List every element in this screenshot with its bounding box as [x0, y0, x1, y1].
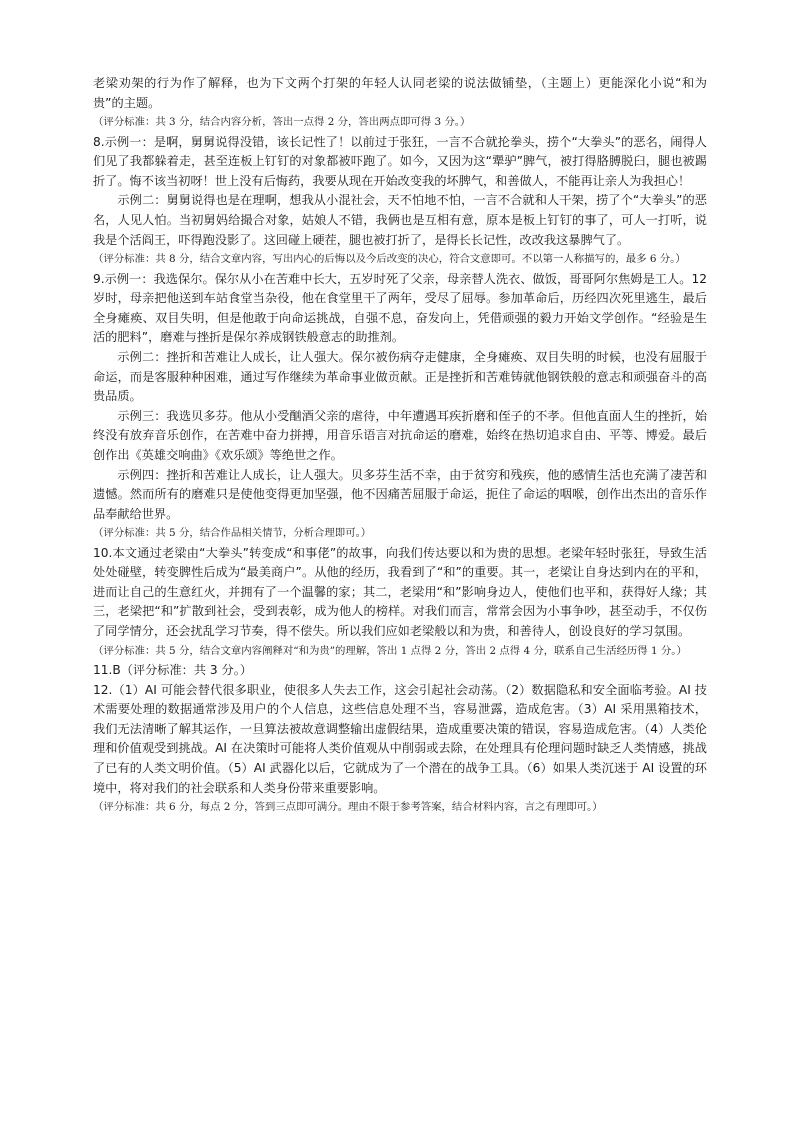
answer-paragraph: 示例三：我选贝多芬。他从小受酗酒父亲的虐待，中年遭遇耳疾折磨和侄子的不孝。但他直面人生的挫折，始终没有放弃音乐创作，在苦难中奋力拼搏，用音乐语言对抗命运的磨难，始终在热切追求自由、平等、博爱。最后创作出《英雄交响曲》《欢乐颂》等绝世之作。 — [93, 408, 707, 462]
answer-paragraph: 9.示例一：我选保尔。保尔从小在苦难中长大，五岁时死了父亲，母亲替人洗衣、做饭，哥哥阿尔焦姆是工人。12 岁时，母亲把他送到车站食堂当杂役，他在食堂里干了两年，受尽了屈辱。参加革命后，历经四次死里逃生，最后全身瘫痪、双目失明，但是他敢于向命运挑战，自强不息，奋发向上，凭借顽强的毅力开始文学创作。“经验是生活的肥料”，磨难与挫折是保尔养成钢铁般意志的助推剂。 — [93, 271, 711, 345]
answer-paragraph: 11.B（评分标准：共 3 分。） — [93, 663, 253, 678]
answer-paragraph: 示例二：挫折和苦难让人成长，让人强大。保尔被伤病夺走健康，全身瘫痪、双目失明的时候，也没有屈服于命运，而是客服种种困难，通过写作继续为革命事业做贡献。正是挫折和苦难铸就他钢铁般的意志和顽强奋斗的高贵品质。 — [93, 349, 707, 404]
scoring-note: （评分标准：共 6 分，每点 2 分，答到三点即可满分。理由不限于参考答案，结合材料内容，言之有理即可。） — [93, 801, 603, 814]
scoring-note: （评分标准：共 5 分，结合文章内容阐释对“和为贵”的理解，答出 1 点得 2 分，答出 2 点得 4 分，联系自己生活经历得 1 分。） — [93, 644, 687, 657]
scoring-note: （评分标准：共 3 分，结合内容分析，答出一点得 2 分，答出两点即可得 3 分。） — [93, 116, 471, 129]
answer-document — [93, 74, 711, 818]
scoring-note: （评分标准：共 8 分，结合文章内容，写出内心的后悔以及今后改变的决心，符合文意即可。不以第一人称描写的，最多 6 分。） — [93, 253, 686, 266]
answer-paragraph: 10.本文通过老梁由“大拳头”转变成“和事佬”的故事，向我们传达要以和为贵的思想。老梁年轻时张狂，导致生活处处碰壁，转变脾性后成为“最美商户”。从他的经历，我看到了“和”的重要。其一，老梁让自身达到内在的平和，进而让自己的生意红火，并拥有了一个温馨的家；其二，老梁用“和”影响身边人，使他们也平和，获得好人缘；其三，老梁把“和”扩散到社会，受到表彰，成为他人的榜样。对我们而言，常常会因为小事争吵，甚至动手，不仅伤了同学情分，还会扰乱学习节奏，得不偿失。所以我们应如老梁般以和为贵，和善待人，创设良好的学习氛围。 — [93, 545, 707, 639]
scoring-note: （评分标准：共 5 分，结合作品相关情节，分析合理即可。） — [93, 527, 372, 540]
answer-paragraph: 老梁劝架的行为作了解释，也为下文两个打架的年轻人认同老梁的说法做铺垫，（主题上）更能深化小说“和为贵”的主题。 — [93, 76, 707, 110]
answer-paragraph: 12.（1）AI 可能会替代很多职业，使很多人失去工作，这会引起社会动荡。（2）数据隐私和安全面临考验。AI 技术需要处理的数据通常涉及用户的个人信息，这些信息处理不当，容易泄露，造成危害。（3）AI 采用黑箱技术，我们无法清晰了解其运作，一旦算法被故意调整输出虚假结果，造成重要决策的错误，容易造成危害。（4）人类伦理和价值观受到挑战。AI 在决策时可能将人类价值观从中削弱或去除，在处理具有伦理问题时缺乏人类情感，挑战了已有的人类文明价值。（5）AI 武器化以后，它就成为了一个潜在的战争工具。（6）如果人类沉迷于 AI 设置的环境中，将对我们的社会联系和人类身份带来重要影响。 — [93, 682, 707, 795]
answer-paragraph: 示例四：挫折和苦难让人成长，让人强大。贝多芬生活不幸，由于贫穷和残疾，他的感情生活也充满了凄苦和遗憾。然而所有的磨难只是使他变得更加坚强，他不因痛苦屈服于命运，扼住了命运的咽喉，创作出杰出的音乐作品奉献给世界。 — [93, 467, 707, 521]
answer-paragraph: 示例二：舅舅说得也是在理啊，想我从小混社会，天不怕地不怕，一言不合就和人干架，捞了个“大拳头”的恶名，人见人怕。当初舅妈给撮合对象，姑娘人不错，我俩也是互相有意，原本是板上钉钉的事了，可人一打听，说我是个活阎王，吓得跑没影了。这回碰上硬茬，腿也被打折了，是得长长记性，改改我这暴脾气了。 — [93, 193, 707, 247]
answer-paragraph: 8.示例一：是啊，舅舅说得没错，该长记性了！以前过于张狂，一言不合就抡拳头，捞个“大拳头”的恶名，闹得人们见了我都躲着走，甚至连板上钉钉的对象都被吓跑了。如今，又因为这“犟驴”脾气，被打得胳膊脱臼，腿也被踢折了。悔不该当初呀！世上没有后悔药，我要从现在开始改变我的坏脾气，和善做人，不能再让亲人为我担心！ — [93, 134, 707, 188]
